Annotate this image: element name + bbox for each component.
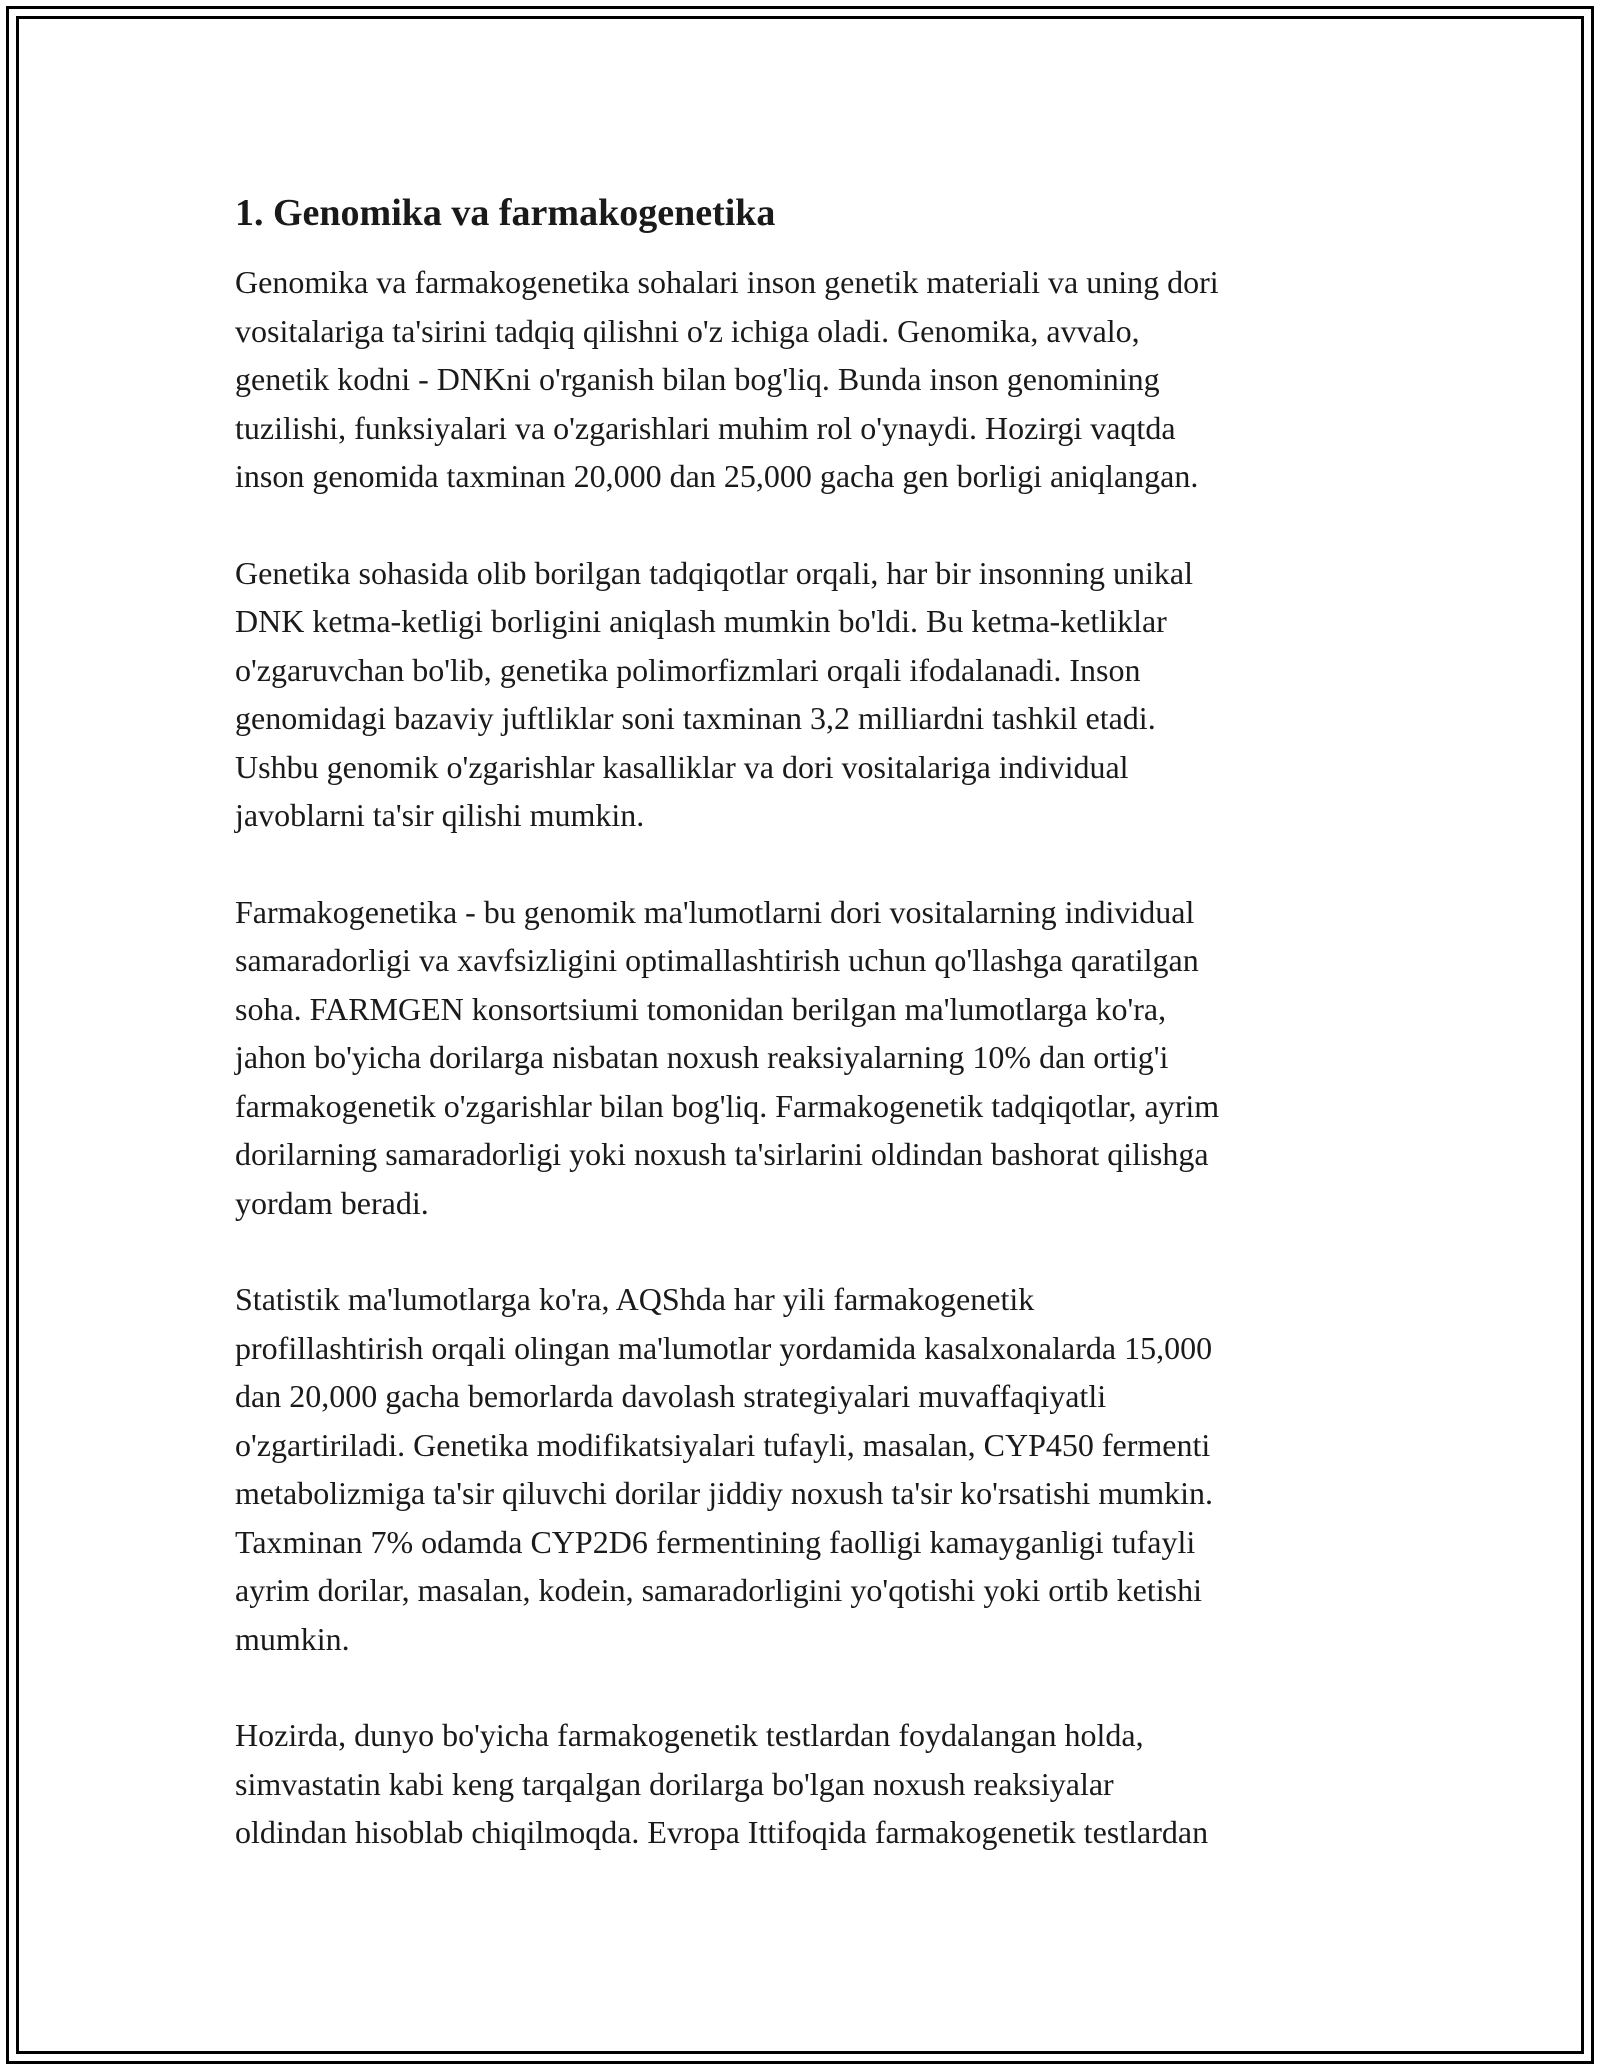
paragraph-current-use: Hozirda, dunyo bo'yicha farmakogenetik testlardan foydalangan holda, simvastatin kabi keng tarqalgan dorilarga bo'lgan noxush reaksiyalar oldindan hisoblab chiqilmoqda. Evropa Ittifoqida farmakogenetik testlardan [235, 1717, 1209, 1850]
document-body [235, 185, 1375, 1857]
section-heading: 1. Genomika va farmakogenetika [235, 192, 776, 234]
paragraph-statistics: Statistik ma'lumotlarga ko'ra, AQShda har yili farmakogenetik profillashtirish orqali olingan ma'lumotlar yordamida kasalxonalarda 15,000 dan 20,000 gacha bemorlarda davolash strategiyalari muvaffaqiyatli o'zgartiriladi. Genetika modifikatsiyalari tufayli, masalan, CYP450 fermenti metabolizmiga ta'sir qiluvchi dorilar jiddiy noxush ta'sir ko'rsatishi mumkin. Taxminan 7% odamda CYP2D6 fermentining faolligi kamayganligi tufayli ayrim dorilar, masalan, kodein, samaradorligini yo'qotishi yoki ortib ketishi mumkin. [235, 1281, 1214, 1657]
paragraph-genetic-research: Genetika sohasida olib borilgan tadqiqotlar orqali, har bir insonning unikal DNK ketma-ketligi borligini aniqlash mumkin bo'ldi. Bu ketma-ketliklar o'zgaruvchan bo'lib, genetika polimorfizmlari orqali ifodalanadi. Inson genomidagi bazaviy juftliklar soni taxminan 3,2 milliardni tashkil etadi. Ushbu genomik o'zgarishlar kasalliklar va dori vositalariga individual javoblarni ta'sir qilishi mumkin. [235, 554, 1194, 833]
paragraph-genomics-intro: Genomika va farmakogenetika sohalari inson genetik materiali va uning dori vositalariga ta'sirini tadqiq qilishni o'z ichiga oladi. Genomika, avvalo, genetik kodni - DNKni o'rganish bilan bog'liq. Bunda inson genomining tuzilishi, funksiyalari va o'zgarishlari muhim rol o'ynaydi. Hozirgi vaqtda inson genomida taxminan 20,000 dan 25,000 gacha gen borligi aniqlangan. [235, 264, 1219, 494]
paragraph-pharmacogenetics-definition: Farmakogenetika - bu genomik ma'lumotlarni dori vositalarning individual samaradorligi va xavfsizligini optimallashtirish uchun qo'llashga qaratilgan soha. FARMGEN konsortsiumi tomonidan berilgan ma'lumotlarga ko'ra, jahon bo'yicha dorilarga nisbatan noxush reaksiyalarning 10% dan ortig'i farmakogenetik o'zgarishlar bilan bog'liq. Farmakogenetik tadqiqotlar, ayrim dorilarning samaradorligi yoki noxush ta'sirlarini oldindan bashorat qilishga yordam beradi. [235, 893, 1220, 1221]
